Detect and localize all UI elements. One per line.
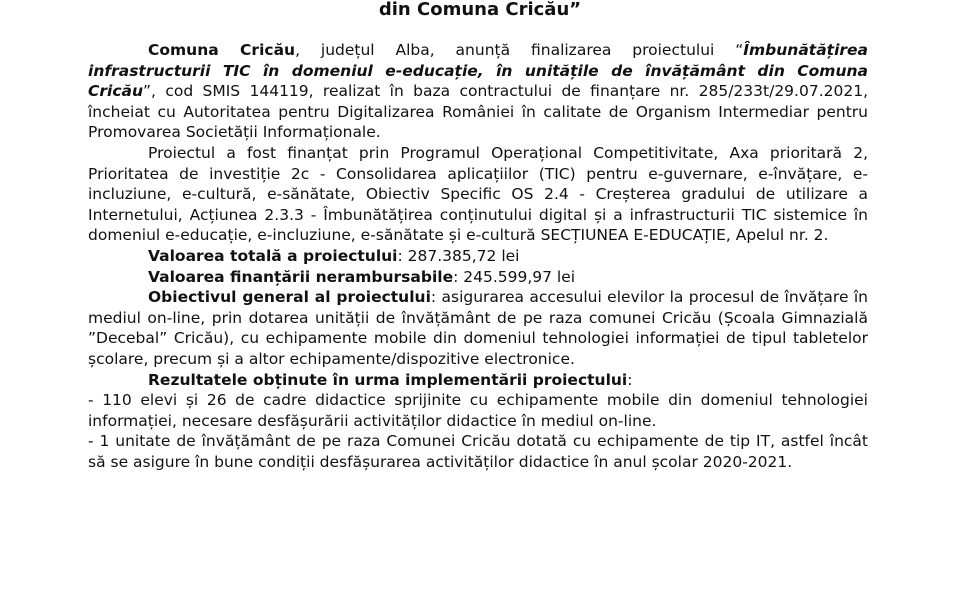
total-value-label: Valoarea totală a proiectului [148,246,398,265]
total-value: : 287.385,72 lei [397,246,520,265]
result-item: - 1 unitate de învățământ de pe raza Comunei Cricău dotată cu echipamente de tip IT, astfel încât să se asigure în bune condiții desfășurarea activităților didactice în anul școlar 2020-2021. [88,432,868,471]
document-title: din Comuna Cricău” [378,0,582,20]
document-body [88,40,868,472]
objective-paragraph [88,287,868,369]
results-heading [88,370,868,391]
results-label: Rezultatele obținute în urma implementării proiectului [148,370,628,389]
results-colon: : [627,370,633,389]
total-value-line [88,246,868,267]
grant-value-line [88,267,868,288]
paragraph-intro [88,40,868,143]
paragraph-funding: Proiectul a fost finanțat prin Programul Operațional Competitivitate, Axa prioritară 2, Prioritatea de investiție 2c - Consolidarea aplicațiilor (TIC) pentru e-guvernare, e-învățare, e-incluziune, e-cultură, e-sănătate, Obiectiv Specific OS 2.4 - Creșterea gradului de utilizare a Internetului, Acțiunea 2.3.3 - Îmbunătățirea conținutului digital și a infrastructurii TIC sistemice în domeniul e-educație, e-incluziune, e-sănătate și e-cultură SECȚIUNEA E-EDUCAȚIE, Apelul nr. 2. [88,143,868,245]
objective-label: Obiectivul general al proiectului [148,288,431,307]
objective-text: : asigurarea accesului elevilor la procesul de învățare în mediul on-line, prin dotarea unității de învățământ de pe raza comunei Cricău (Școala Gimnazială ”Decebal” Cricău), cu echipamente mobile din domeniul tehnologiei informației de tipul tabletelor școlare, precum și a altor echipamente/dispozitive electronice. [88,288,868,368]
intro-text-2: ”, cod SMIS 144119, realizat în baza contractului de finanțare nr. 285/233t/29.07.2021, încheiat cu Autoritatea pentru Digitalizarea României în calitate de Organism Intermediar pentru Promovarea Societății Informaționale. [88,82,868,142]
grant-value: : 245.599,97 lei [453,267,576,286]
intro-text-1: , județul Alba, anunță finalizarea proiectului “ [295,41,744,59]
result-item: - 110 elevi și 26 de cadre didactice sprijinite cu echipamente mobile din domeniul tehnologiei informației, necesare desfășurării activităților didactice în mediul on-line. [88,391,868,430]
commune-name: Comuna Cricău [148,41,296,59]
project-title: Îmbunătățirea infrastructurii TIC în domeniul e-educație, în unitățile de învățământ din Comuna Cricău [88,41,868,101]
grant-value-label: Valoarea finanțării nerambursabile [148,267,454,286]
